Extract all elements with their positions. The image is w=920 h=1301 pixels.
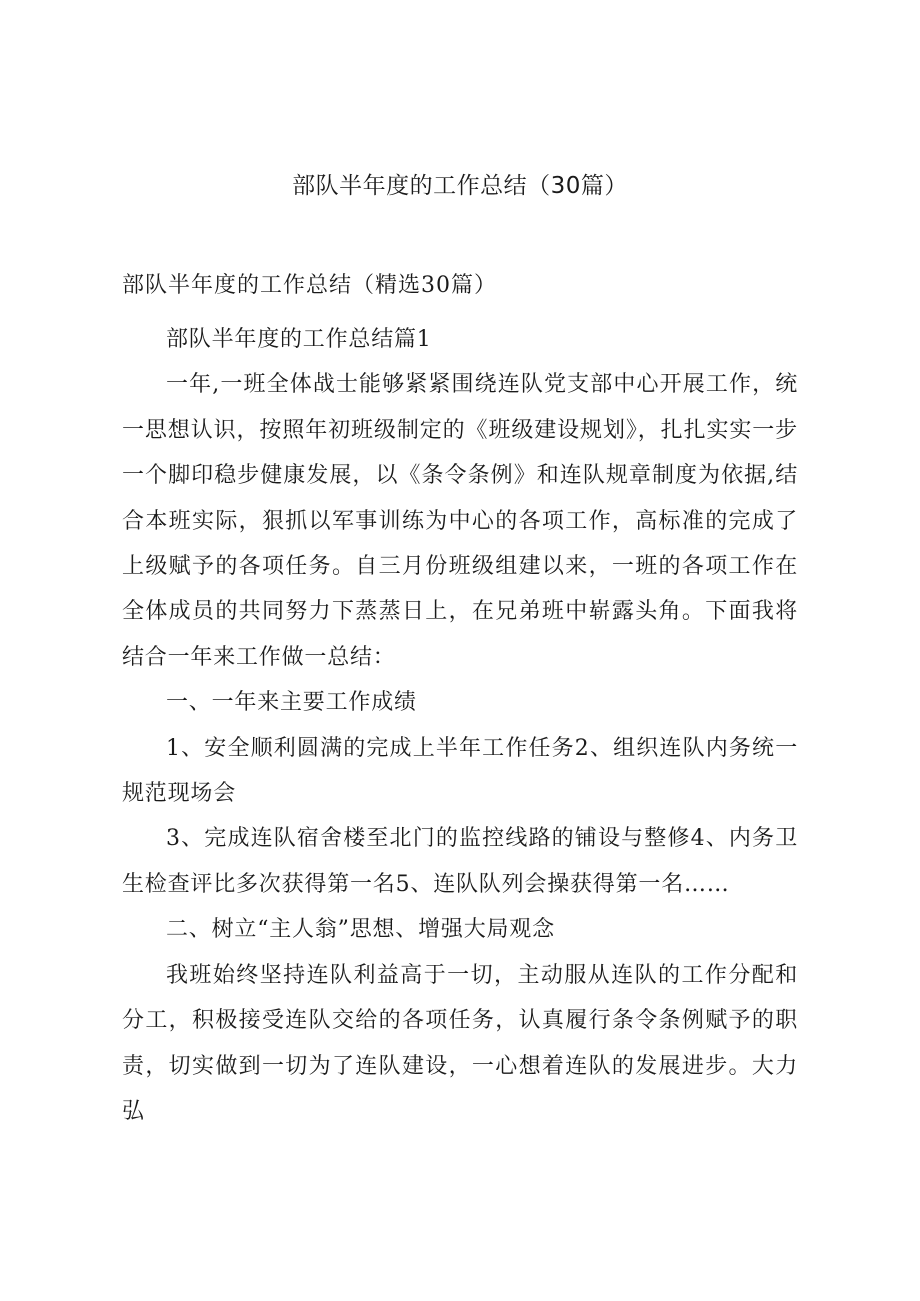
section-heading: 部队半年度的工作总结篇1 — [166, 327, 432, 352]
body-paragraph: 一年,一班全体战士能够紧紧围绕连队党支部中心开展工作，统一思想认识，按照年初班级制定的《班级建设规划》，扎扎实实一步一个脚印稳步健康发展，以《条令条例》和连队规章制度为依据,结合本班实际，狠抓以军事训练为中心的各项工作，高标准的完成了上级赋予的各项任务。自三月份班级组建以来，一班的各项工作在全体成员的共同努力下蒸蒸日上，在兄弟班中崭露头角。下面我将结合一年来工作做一总结： — [122, 372, 798, 670]
document-subtitle: 部队半年度的工作总结（精选30篇） — [122, 273, 497, 298]
body-paragraph: 3、完成连队宿舍楼至北门的监控线路的铺设与整修4、内务卫生检查评比多次获得第一名5、连队队列会操获得第一名…… — [122, 826, 798, 897]
section-heading: 二、树立“主人翁”思想、增强大局观念 — [166, 917, 555, 943]
body-paragraph: 我班始终坚持连队利益高于一切，主动服从连队的工作分配和分工，积极接受连队交给的各项任务，认真履行条令条例赋予的职责，切实做到一切为了连队建设，一心想着连队的发展进步。大力弘 — [122, 962, 798, 1124]
document-title: 部队半年度的工作总结（30篇） — [292, 173, 628, 199]
section-heading: 一、一年来主要工作成绩 — [166, 690, 417, 716]
body-paragraph: 1、安全顺利圆满的完成上半年工作任务2、组织连队内务统一规范现场会 — [122, 735, 798, 807]
document-body — [122, 317, 798, 1134]
